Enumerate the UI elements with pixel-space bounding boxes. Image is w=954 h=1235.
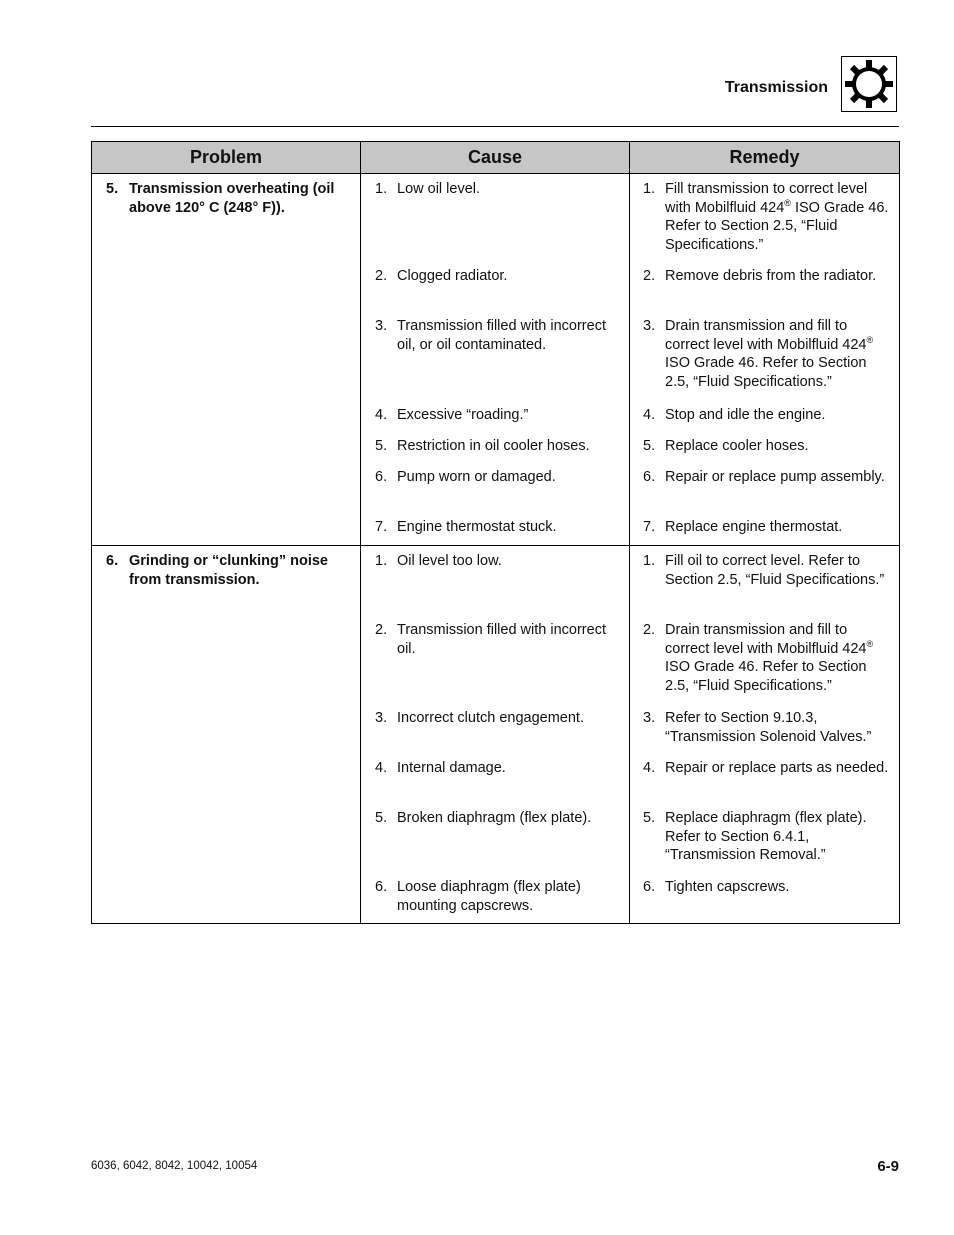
remedy-number: 3. — [643, 318, 656, 334]
cause-text: Internal damage. — [397, 760, 506, 776]
cause-item — [375, 317, 621, 406]
cause-number: 7. — [375, 519, 388, 535]
cause-item — [375, 759, 621, 809]
remedy-number: 7. — [643, 519, 656, 535]
cause-number: 4. — [375, 760, 388, 776]
cause-item — [375, 437, 621, 468]
remedy-item — [643, 759, 893, 809]
remedy-number: 5. — [643, 810, 656, 826]
cause-item — [375, 180, 621, 267]
cause-item — [375, 552, 621, 621]
cause-number: 6. — [375, 879, 388, 895]
remedy-item — [643, 317, 893, 406]
cause-item — [375, 809, 621, 878]
cause-item — [375, 518, 621, 545]
cause-text: Transmission filled with incorrect oil, or oil contaminated. — [397, 318, 606, 353]
remedy-item — [643, 518, 893, 545]
remedy-number: 1. — [643, 553, 656, 569]
cause-number: 1. — [375, 181, 388, 197]
column-header-cause: Cause — [361, 142, 630, 174]
remedy-text: Repair or replace parts as needed. — [665, 760, 889, 776]
cause-item — [375, 621, 621, 709]
cause-number: 2. — [375, 268, 388, 284]
remedy-text: Repair or replace pump assembly. — [665, 469, 885, 485]
remedy-number: 3. — [643, 710, 656, 726]
problem-cell — [92, 174, 361, 546]
cause-text: Excessive “roading.” — [397, 407, 529, 423]
problem-cell — [92, 546, 361, 924]
problem-group-6 — [92, 546, 900, 924]
cause-number: 3. — [375, 710, 388, 726]
cause-text: Transmission filled with incorrect oil. — [397, 622, 606, 657]
cause-number: 6. — [375, 469, 388, 485]
cause-item — [375, 267, 621, 317]
remedy-number: 1. — [643, 181, 656, 197]
remedy-number: 2. — [643, 268, 656, 284]
cause-text: Clogged radiator. — [397, 268, 508, 284]
remedy-number: 2. — [643, 622, 656, 638]
cause-item — [375, 709, 621, 759]
column-header-remedy: Remedy — [630, 142, 900, 174]
header-rule — [91, 126, 899, 127]
remedy-cell — [630, 174, 900, 546]
remedy-text: Stop and idle the engine. — [665, 407, 826, 423]
remedy-item — [643, 468, 893, 518]
remedy-text: Remove debris from the radiator. — [665, 268, 877, 284]
cause-cell — [361, 546, 630, 924]
cause-number: 5. — [375, 810, 388, 826]
cause-number: 1. — [375, 553, 388, 569]
remedy-number: 6. — [643, 879, 656, 895]
remedy-item — [643, 267, 893, 317]
cause-cell — [361, 174, 630, 546]
problem-text: Grinding or “clunking” noise from transmission. — [129, 553, 328, 588]
remedy-cell — [630, 546, 900, 924]
cause-text: Low oil level. — [397, 181, 481, 197]
cause-item — [375, 406, 621, 437]
cause-text: Pump worn or damaged. — [397, 469, 556, 485]
remedy-item — [643, 621, 893, 709]
cause-number: 5. — [375, 438, 388, 454]
cause-number: 2. — [375, 622, 388, 638]
cause-text: Engine thermostat stuck. — [397, 519, 557, 535]
cause-number: 3. — [375, 318, 388, 334]
problem-text: Transmission overheating (oil above 120° C (248° F)). — [129, 181, 335, 216]
remedy-item — [643, 552, 893, 621]
remedy-number: 6. — [643, 469, 656, 485]
cause-item — [375, 468, 621, 518]
remedy-text: Refer to Section 9.10.3, “Transmission Solenoid Valves.” — [665, 710, 872, 745]
remedy-text: Replace diaphragm (flex plate). Refer to Section 6.4.1, “Transmission Removal.” — [665, 810, 867, 863]
cause-text: Broken diaphragm (flex plate). — [397, 810, 592, 826]
remedy-number: 4. — [643, 760, 656, 776]
remedy-item — [643, 809, 893, 878]
table-header-row — [92, 142, 900, 174]
remedy-item — [643, 878, 893, 923]
cause-item — [375, 878, 621, 923]
remedy-number: 4. — [643, 407, 656, 423]
cause-text: Incorrect clutch engagement. — [397, 710, 584, 726]
remedy-text: Replace engine thermostat. — [665, 519, 843, 535]
remedy-text: Replace cooler hoses. — [665, 438, 809, 454]
footer-model-numbers: 6036, 6042, 8042, 10042, 10054 — [91, 1160, 258, 1172]
problem-group-5 — [92, 174, 900, 546]
column-header-problem: Problem — [92, 142, 361, 174]
remedy-text: Drain transmission and fill to correct level with Mobilfluid 424® ISO Grade 46. Refer to Section 2.5, “Fluid Specifications.” — [665, 318, 874, 390]
remedy-text: Fill oil to correct level. Refer to Section 2.5, “Fluid Specifications.” — [665, 553, 885, 588]
remedy-item — [643, 709, 893, 759]
cause-text: Oil level too low. — [397, 553, 502, 569]
remedy-number: 5. — [643, 438, 656, 454]
gear-icon — [842, 57, 896, 111]
section-icon-box — [841, 56, 897, 112]
remedy-item — [643, 437, 893, 468]
remedy-text: Fill transmission to correct level with Mobilfluid 424® ISO Grade 46. Refer to Section 2.5, “Fluid Specifications.” — [665, 181, 889, 253]
cause-text: Loose diaphragm (flex plate) mounting capscrews. — [397, 879, 581, 914]
cause-text: Restriction in oil cooler hoses. — [397, 438, 590, 454]
problem-number: 6. — [106, 553, 119, 569]
remedy-text: Drain transmission and fill to correct level with Mobilfluid 424® ISO Grade 46. Refer to Section 2.5, “Fluid Specifications.” — [665, 622, 874, 694]
section-title: Transmission — [724, 79, 828, 96]
remedy-item — [643, 406, 893, 437]
remedy-text: Tighten capscrews. — [665, 879, 790, 895]
troubleshooting-table — [91, 141, 900, 924]
remedy-item — [643, 180, 893, 267]
cause-number: 4. — [375, 407, 388, 423]
page-number: 6-9 — [877, 1158, 899, 1175]
problem-number: 5. — [106, 181, 119, 197]
